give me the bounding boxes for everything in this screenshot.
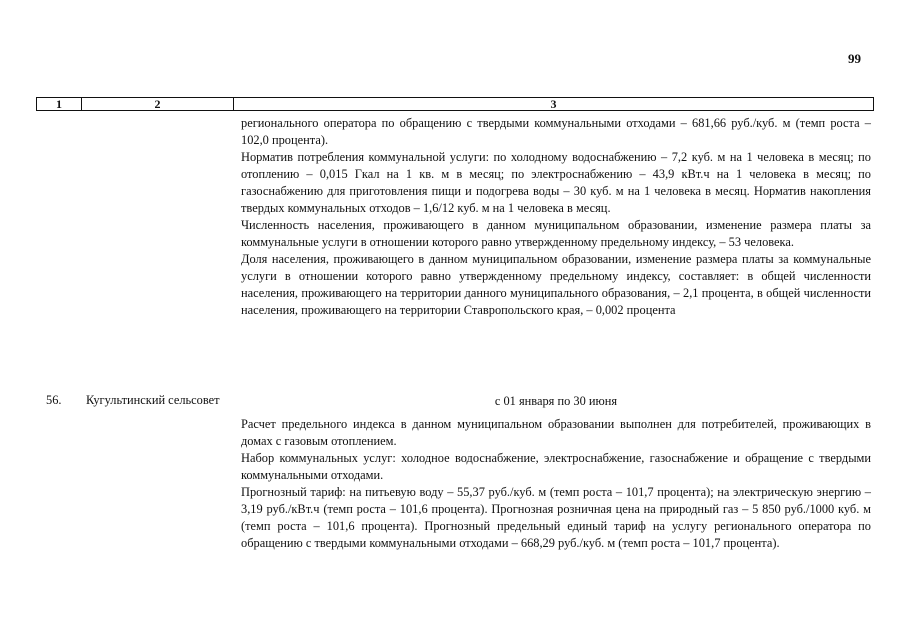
row56-text <box>241 416 871 552</box>
row-number: 56. <box>46 393 62 407</box>
header-col-3: 3 <box>550 97 557 111</box>
paragraph: Расчет предельного индекса в данном муниципальном образовании выполнен для потребителей, проживающих в домах с газовым отоплением. <box>241 417 871 448</box>
paragraph: Набор коммунальных услуг: холодное водоснабжение, электроснабжение, газоснабжение и обращение с твердыми коммунальными отходами. <box>241 451 871 482</box>
paragraph: Доля населения, проживающего в данном муниципальном образовании, изменение размера платы за коммунальные услуги в отношении которого равно утвержденному предельному индексу, составляет: в общей численности населения, проживающего на территории данного муниципального образования, – 2,1 процента, в общей численности населения, проживающего на территории Ставропольского края, – 0,002 процента <box>241 252 871 317</box>
header-col-1: 1 <box>37 98 82 110</box>
paragraph: регионального оператора по обращению с твердыми коммунальными отходами – 681,66 руб./куб. м (темп роста – 102,0 процента). <box>241 116 871 147</box>
paragraph: Прогнозный тариф: на питьевую воду – 55,37 руб./куб. м (темп роста – 101,7 процента); на электрическую энергию – 3,19 руб./кВт.ч (темп роста – 101,6 процента). Прогнозная розничная цена на природный газ – 5 850 руб./1000 куб. м (темп роста – 101,6 процента). Прогнозный предельный единый тариф на услугу регионального оператора по обращению с твердыми коммунальными отходами – 668,29 руб./куб. м (темп роста – 101,7 процента). <box>241 485 871 550</box>
period-heading: с 01 января по 30 июня <box>494 394 618 408</box>
table-header-row <box>36 97 874 111</box>
paragraph: Численность населения, проживающего в данном муниципальном образовании, изменение размера платы за коммунальные услуги в отношении которого равно утвержденному предельному индексу, – 53 человека. <box>241 218 871 249</box>
page-number: 99 <box>848 51 861 66</box>
municipality-name: Кугультинский сельсовет <box>86 393 220 407</box>
continuation-text <box>241 115 871 319</box>
header-col-2: 2 <box>82 98 234 110</box>
paragraph: Норматив потребления коммунальной услуги: по холодному водоснабжению – 7,2 куб. м на 1 человека в месяц; по отоплению – 0,015 Гкал на 1 кв. м в месяц; по электроснабжению – 43,9 кВт.ч на 1 человека в месяц; по газоснабжению для приготовления пищи и подогрева воды – 30 куб. м на 1 человека в месяц. Норматив накопления твердых коммунальных отходов – 1,6/12 куб. м на 1 человека в месяц. <box>241 150 871 215</box>
